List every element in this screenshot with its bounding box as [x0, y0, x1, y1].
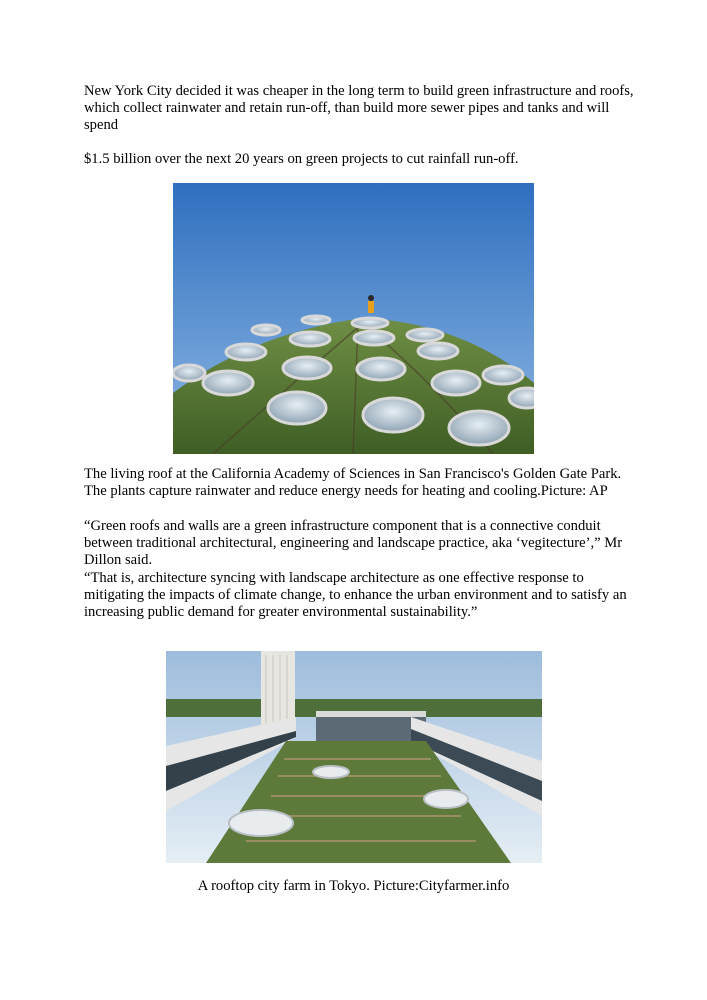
paragraph-intro: New York City decided it was cheaper in the long term to build green infrastructure and roofs, which collect rainwater and retain run-off, than build more sewer pipes and tanks and will spend [84, 83, 634, 133]
rooftop-farm-illustration [166, 651, 542, 863]
caption-rooftop-farm: A rooftop city farm in Tokyo. Picture:Cityfarmer.info [197, 878, 510, 894]
caption-living-roof: The living roof at the California Academy of Sciences in San Francisco's Golden Gate Park. The plants capture rainwater and reduce energy needs for heating and cooling.Picture: AP [84, 466, 622, 499]
paragraph-funding: $1.5 billion over the next 20 years on green projects to cut rainfall run-off. [84, 151, 519, 167]
living-roof-photo [173, 183, 534, 454]
rooftop-farm-photo [166, 651, 542, 863]
living-roof-illustration [173, 183, 534, 454]
quote-landscape: “That is, architecture syncing with landscape architecture as one effective response to mitigating the impacts of climate change, to enhance the urban environment and to satisfy an increasing public demand for greater environmental sustainability.” [84, 570, 627, 620]
quote-vegitecture: “Green roofs and walls are a green infrastructure component that is a connective conduit between traditional architectural, engineering and landscape practice, aka ‘vegitecture’,” Mr Dillon said. [84, 518, 623, 568]
worker-figure [368, 295, 374, 313]
